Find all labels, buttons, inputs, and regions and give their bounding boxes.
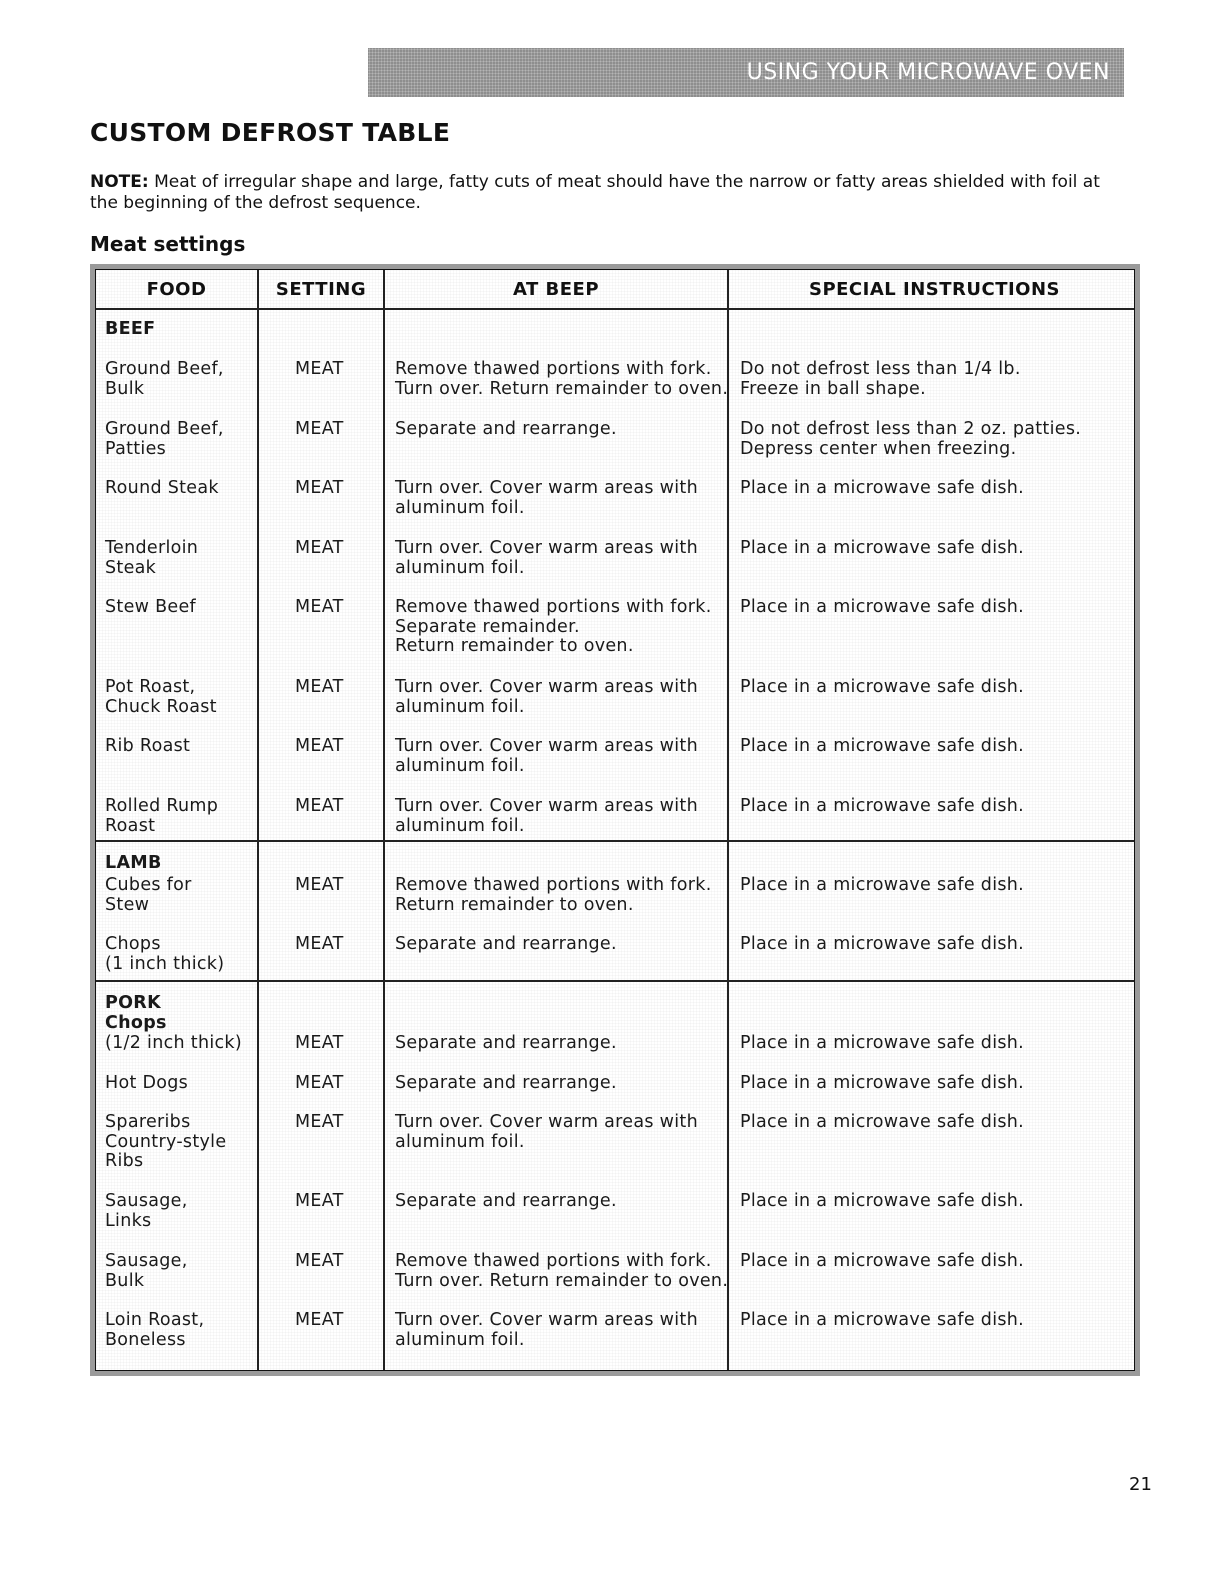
food-cell: Ground Beef, Bulk [105,359,224,399]
food-cell: Loin Roast, Boneless [105,1310,205,1350]
at-beep-cell: Turn over. Cover warm areas with aluminum foil. [395,1112,698,1152]
page-title: CUSTOM DEFROST TABLE [90,118,451,147]
setting-cell: MEAT [295,875,344,895]
special-cell: Place in a microwave safe dish. [740,1310,1025,1330]
food-cell: Chops (1 inch thick) [105,934,225,974]
special-cell: Place in a microwave safe dish. [740,597,1025,617]
group-divider [96,980,1134,982]
group-label-lamb: LAMB [105,853,162,873]
at-beep-cell: Turn over. Cover warm areas with aluminum foil. [395,796,698,836]
header-at-beep: AT BEEP [512,278,600,300]
group-label-pork: PORK [105,993,161,1013]
setting-cell: MEAT [295,597,344,617]
at-beep-cell: Separate and rearrange. [395,934,617,954]
special-cell: Do not defrost less than 2 oz. patties. Depress center when freezing. [740,419,1082,459]
header-divider [96,308,1134,310]
note-text: Meat of irregular shape and large, fatty cuts of meat should have the narrow or fatty areas shielded with foil at the beginning of the defrost sequence. [90,172,1100,213]
section-banner [368,48,1124,97]
note-label: NOTE: [90,172,149,192]
setting-cell: MEAT [295,934,344,954]
food-cell: Tenderloin Steak [105,538,199,578]
setting-cell: MEAT [295,359,344,379]
special-cell: Place in a microwave safe dish. [740,1033,1025,1053]
special-cell: Place in a microwave safe dish. [740,538,1025,558]
at-beep-cell: Remove thawed portions with fork. Separate remainder. Return remainder to oven. [395,597,712,656]
special-cell: Place in a microwave safe dish. [740,1073,1025,1093]
at-beep-cell: Separate and rearrange. [395,1191,617,1211]
at-beep-cell: Remove thawed portions with fork. Return remainder to oven. [395,875,712,915]
setting-cell: MEAT [295,1191,344,1211]
page-number: 21 [1129,1474,1152,1495]
setting-cell: MEAT [295,419,344,439]
group-label-beef: BEEF [105,319,156,339]
column-divider [727,270,729,1370]
setting-cell: MEAT [295,1073,344,1093]
setting-cell: MEAT [295,677,344,697]
column-divider [383,270,385,1370]
at-beep-cell: Separate and rearrange. [395,1073,617,1093]
header-food: FOOD [146,278,207,300]
header-special-instructions: SPECIAL INSTRUCTIONS [808,278,1061,300]
food-cell: Spareribs Country-style Ribs [105,1112,227,1171]
special-cell: Place in a microwave safe dish. [740,796,1025,816]
note-paragraph [90,172,1130,214]
food-cell: Pot Roast, Chuck Roast [105,677,217,717]
setting-cell: MEAT [295,538,344,558]
setting-cell: MEAT [295,796,344,816]
special-cell: Place in a microwave safe dish. [740,875,1025,895]
group-label-pork-chops: Chops [105,1013,167,1033]
special-cell: Place in a microwave safe dish. [740,934,1025,954]
at-beep-cell: Remove thawed portions with fork. Turn over. Return remainder to oven. [395,1251,729,1291]
food-cell: Rolled Rump Roast [105,796,219,836]
at-beep-cell: Separate and rearrange. [395,419,617,439]
setting-cell: MEAT [295,736,344,756]
food-cell: Hot Dogs [105,1073,189,1093]
setting-cell: MEAT [295,1112,344,1132]
food-cell: Round Steak [105,478,219,498]
special-cell: Place in a microwave safe dish. [740,677,1025,697]
setting-cell: MEAT [295,1310,344,1330]
food-cell: Rib Roast [105,736,191,756]
section-title: Meat settings [90,232,246,256]
food-cell: Sausage, Links [105,1191,188,1231]
special-cell: Place in a microwave safe dish. [740,1112,1025,1132]
special-cell: Place in a microwave safe dish. [740,1191,1025,1211]
special-cell: Place in a microwave safe dish. [740,736,1025,756]
setting-cell: MEAT [295,1033,344,1053]
at-beep-cell: Turn over. Cover warm areas with aluminum foil. [395,736,698,776]
special-cell: Do not defrost less than 1/4 lb. Freeze in ball shape. [740,359,1021,399]
at-beep-cell: Turn over. Cover warm areas with aluminum foil. [395,677,698,717]
at-beep-cell: Remove thawed portions with fork. Turn over. Return remainder to oven. [395,359,729,399]
at-beep-cell: Turn over. Cover warm areas with aluminum foil. [395,538,698,578]
food-cell: Ground Beef, Patties [105,419,224,459]
at-beep-cell: Turn over. Cover warm areas with aluminum foil. [395,478,698,518]
table-grid [95,269,1135,1371]
special-cell: Place in a microwave safe dish. [740,478,1025,498]
food-cell: Stew Beef [105,597,197,617]
defrost-table [90,264,1140,1376]
food-cell: (1/2 inch thick) [105,1033,242,1053]
group-divider [96,840,1134,842]
setting-cell: MEAT [295,478,344,498]
food-cell: Cubes for Stew [105,875,192,915]
special-cell: Place in a microwave safe dish. [740,1251,1025,1271]
column-divider [257,270,259,1370]
food-cell: Sausage, Bulk [105,1251,188,1291]
setting-cell: MEAT [295,1251,344,1271]
at-beep-cell: Separate and rearrange. [395,1033,617,1053]
section-banner-label: USING YOUR MICROWAVE OVEN [746,60,1110,85]
at-beep-cell: Turn over. Cover warm areas with aluminum foil. [395,1310,698,1350]
header-setting: SETTING [275,278,367,300]
